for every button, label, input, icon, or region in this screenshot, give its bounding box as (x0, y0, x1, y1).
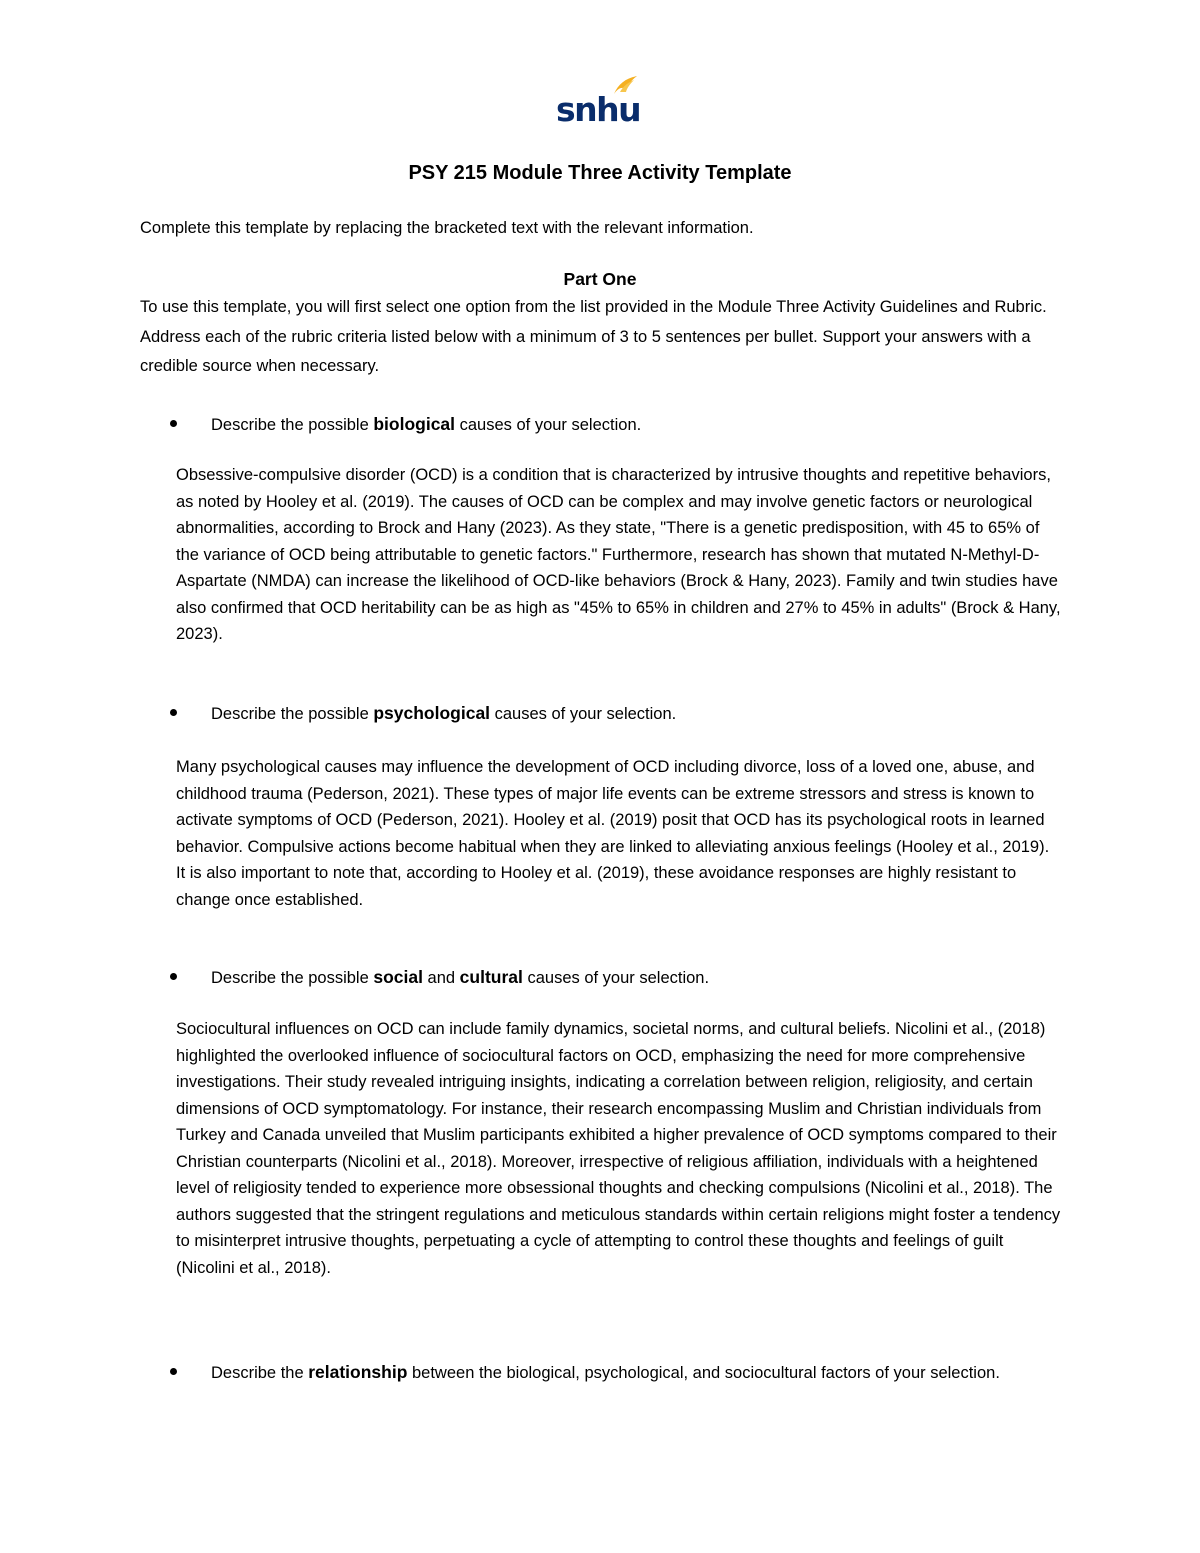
bullet-icon (170, 709, 177, 716)
bullet-psychological: Describe the possible psychological causes of your selection. (176, 700, 1056, 728)
intro-text: Complete this template by replacing the bracketed text with the relevant information. (140, 219, 754, 237)
keyword-biological: biological (373, 414, 456, 434)
bullet-icon (170, 1368, 177, 1375)
answer-psychological: Many psychological causes may influence the development of OCD including divorce, loss of a loved one, abuse, and childhood trauma (Pederson, 2021). These types of major life events can be extreme stressors and stress is known to activate symptoms of OCD (Pederson, 2021). Hooley et al. (2019) posit that OCD has its psychological roots in learned behavior. Compulsive actions become habitual when they are linked to alleviating anxious feelings (Hooley et al., 2019). It is also important to note that, according to Hooley et al. (2019), these avoidance responses are highly resistant to change once established. (176, 758, 1050, 909)
bullet-relationship: Describe the relationship between the biological, psychological, and sociocultural factors of your selection. (176, 1359, 1056, 1387)
keyword-social: social (373, 967, 423, 987)
bullet-social-cultural: Describe the possible social and cultural causes of your selection. (176, 964, 1056, 992)
part-one-instructions: To use this template, you will first select one option from the list provided in the Module Three Activity Guidelines and Rubric. Address each of the rubric criteria listed below with a minimum of 3 to 5 sentences per bullet. Support your answers with a credible source when necessary. (140, 298, 1047, 375)
bullet-icon (170, 420, 177, 427)
keyword-psychological: psychological (373, 703, 491, 723)
bullet-icon (170, 973, 177, 980)
answer-biological: Obsessive-compulsive disorder (OCD) is a condition that is characterized by intrusive thoughts and repetitive behaviors, as noted by Hooley et al. (2019). The causes of OCD can be complex and may involve genetic factors or neurological abnormalities, according to Brock and Hany (2023). As they state, "There is a genetic predisposition, with 45 to 65% of the variance of OCD being attributable to genetic factors." Furthermore, research has shown that mutated N-Methyl-D-Aspartate (NMDA) can increase the likelihood of OCD-like behaviors (Brock & Hany, 2023). Family and twin studies have also confirmed that OCD heritability can be as high as "45% to 65% in children and 27% to 45% in adults" (Brock & Hany, 2023). (176, 466, 1061, 643)
answer-social-cultural: Sociocultural influences on OCD can include family dynamics, societal norms, and cultural beliefs. Nicolini et al., (2018) highlighted the overlooked influence of sociocultural factors on OCD, emphasizing the need for more comprehensive investigations. Their study revealed intriguing insights, indicating a correlation between religion, religiosity, and certain dimensions of OCD symptomatology. For instance, their research encompassing Muslim and Christian individuals from Turkey and Canada unveiled that Muslim participants exhibited a higher prevalence of OCD symptoms compared to their Christian counterparts (Nicolini et al., 2018). Moreover, irrespective of religious affiliation, individuals with a heightened level of religiosity tended to experience more obsessional thoughts and checking compulsions (Nicolini et al., 2018). The authors suggested that the stringent regulations and meticulous standards within certain religions might foster a tendency to misinterpret intrusive thoughts, perpetuating a cycle of attempting to control these thoughts and feelings of guilt (Nicolini et al., 2018). (176, 1020, 1061, 1277)
keyword-cultural: cultural (459, 967, 523, 987)
logo-wordmark: snhu (556, 90, 641, 129)
keyword-relationship: relationship (308, 1362, 408, 1382)
bullet-biological: Describe the possible biological causes of your selection. (176, 411, 1056, 439)
part-one-heading: Part One (563, 269, 637, 289)
page-title: PSY 215 Module Three Activity Template (408, 162, 792, 184)
snhu-logo (556, 74, 641, 132)
